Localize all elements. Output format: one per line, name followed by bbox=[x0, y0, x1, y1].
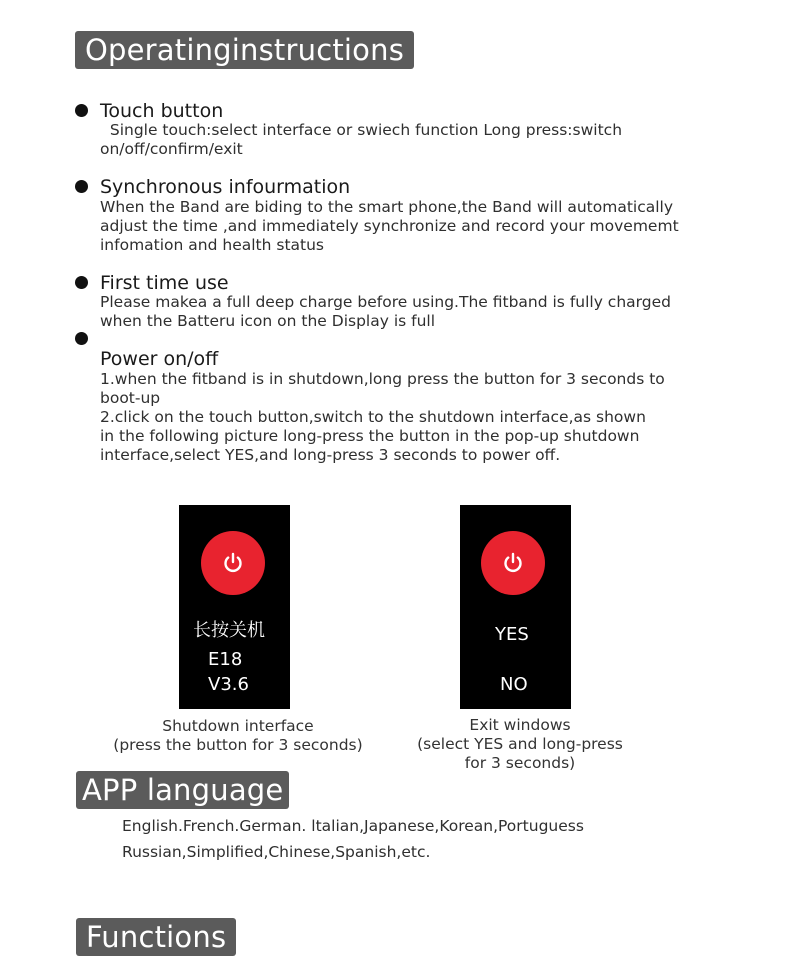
section-text-line: 1.when the fitband is in shutdown,long press the button for 3 seconds to bbox=[100, 370, 665, 388]
section-text-line: adjust the time ,and immediately synchronize and record your movememt bbox=[100, 217, 679, 235]
language-list-line: Russian,Simplified,Chinese,Spanish,etc. bbox=[122, 843, 431, 861]
heading-app-language: APP language bbox=[76, 771, 289, 809]
bullet-dot-icon bbox=[75, 332, 88, 345]
section-text-line: boot-up bbox=[100, 389, 161, 407]
caption-line: (press the button for 3 seconds) bbox=[113, 736, 363, 754]
heading-operating-instructions: Operatinginstructions bbox=[75, 31, 414, 69]
heading-functions: Functions bbox=[76, 918, 236, 956]
section-text-line: on/off/confirm/exit bbox=[100, 140, 243, 158]
screen-text-no: NO bbox=[500, 674, 528, 695]
power-button-graphic bbox=[481, 531, 545, 595]
section-text-line: in the following picture long-press the button in the pop-up shutdown bbox=[100, 427, 640, 445]
power-icon bbox=[221, 551, 245, 575]
section-text-line: when the Batteru icon on the Display is full bbox=[100, 312, 436, 330]
screen-text-model: E18 bbox=[208, 649, 243, 670]
exit-window-screen bbox=[460, 505, 571, 709]
language-list-line: English.French.German. ltalian,Japanese,Korean,Portuguess bbox=[122, 817, 584, 835]
bullet-dot-icon bbox=[75, 104, 88, 117]
section-text-line: 2.click on the touch button,switch to the shutdown interface,as shown bbox=[100, 408, 646, 426]
section-title: Synchronous infourmation bbox=[100, 176, 351, 198]
section-text-line: When the Band are biding to the smart phone,the Band will automatically bbox=[100, 198, 674, 216]
section-text-line: interface,select YES,and long-press 3 seconds to power off. bbox=[100, 446, 561, 464]
caption-line: Shutdown interface bbox=[162, 717, 314, 735]
section-text-line: Single touch:select interface or swiech function Long press:switch bbox=[100, 121, 623, 139]
exit-window-caption bbox=[400, 716, 640, 773]
power-icon bbox=[501, 551, 525, 575]
shutdown-interface-screen bbox=[179, 505, 290, 709]
bullet-dot-icon bbox=[75, 276, 88, 289]
section-text-line: infomation and health status bbox=[100, 236, 324, 254]
caption-line: Exit windows bbox=[469, 716, 571, 734]
screen-text-long-press-shutdown: 长按关机 bbox=[193, 620, 265, 641]
caption-line: (select YES and long-press bbox=[417, 735, 623, 753]
section-title: Touch button bbox=[100, 100, 224, 122]
shutdown-interface-caption bbox=[93, 717, 383, 755]
screen-text-yes: YES bbox=[495, 624, 529, 645]
section-title: Power on/off bbox=[100, 348, 219, 370]
section-title: First time use bbox=[100, 272, 229, 294]
section-text-line: Please makea a full deep charge before using.The fitband is fully charged bbox=[100, 293, 671, 311]
power-button-graphic bbox=[201, 531, 265, 595]
screen-text-version: V3.6 bbox=[208, 674, 249, 695]
caption-line: for 3 seconds) bbox=[464, 754, 576, 772]
bullet-dot-icon bbox=[75, 180, 88, 193]
